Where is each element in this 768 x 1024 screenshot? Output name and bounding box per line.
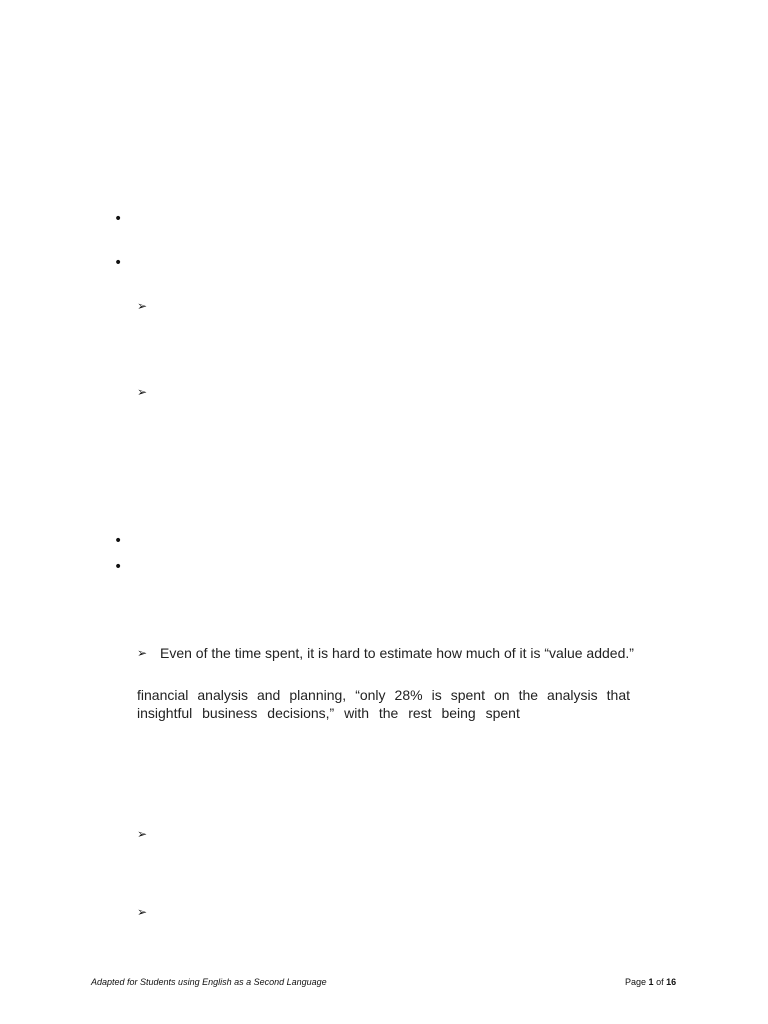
- bullet-marker-3: •: [114, 533, 123, 549]
- paragraph-line-1: financial analysis and planning, “only 28% is spent on the analysis that: [137, 687, 630, 703]
- page-number-indicator: [625, 977, 676, 987]
- arrow-marker-4: ➢: [137, 827, 148, 841]
- arrow-marker-3: ➢: [137, 646, 148, 660]
- page-of-label: of: [656, 977, 664, 987]
- bullet-marker-4: •: [114, 559, 123, 575]
- page-label: Page: [625, 977, 647, 987]
- bullet-marker-1: •: [114, 211, 123, 227]
- arrow-marker-2: ➢: [137, 385, 148, 399]
- bullet-marker-2: •: [114, 255, 123, 271]
- arrow-marker-5: ➢: [137, 905, 148, 919]
- total-page-count: 16: [666, 977, 677, 987]
- arrow-item-text: Even of the time spent, it is hard to estimate how much of it is “value added.”: [160, 645, 634, 661]
- paragraph-line-2: insightful business decisions,” with the rest being spent: [137, 705, 520, 721]
- current-page-number: 1: [648, 977, 654, 987]
- footer-caption: Adapted for Students using English as a Second Language: [91, 977, 327, 987]
- arrow-marker-1: ➢: [137, 299, 148, 313]
